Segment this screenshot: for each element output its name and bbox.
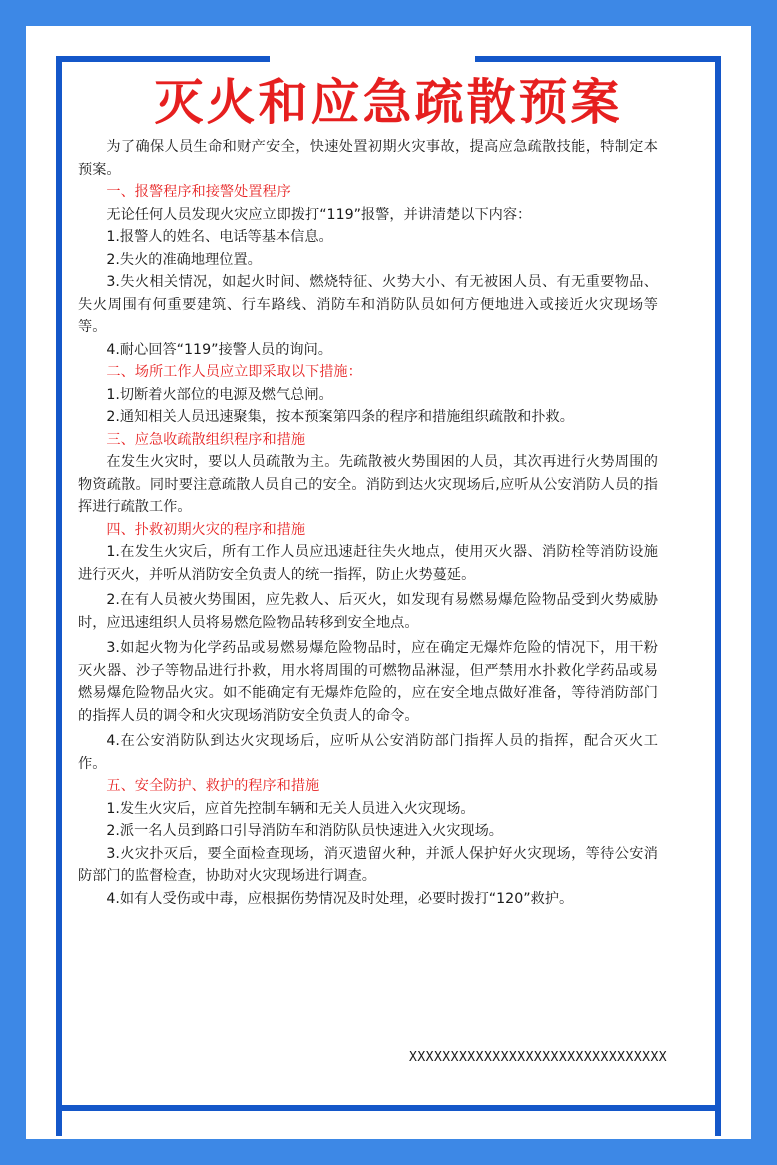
paragraph: 4.耐心回答“119”接警人员的询问。 xyxy=(106,341,332,358)
paragraph: 3.如起火物为化学药品或易燃易爆危险物品时，应在确定无爆炸危险的情况下，用干粉灭火器、沙子等物品进行扑救，用水将周围的可燃物品淋湿，但严禁用水扑救化学药品或易燃易爆危险物品火灾。如不能确定有无爆炸危险的，应在安全地点做好准备，等待消防部门的指挥人员的调令和火灾现场消防安全负责人的命令。 xyxy=(78,640,658,724)
paragraph: 1.发生火灾后，应首先控制车辆和无关人员进入火灾现场。 xyxy=(106,800,475,817)
section-heading-5: 五、安全防护、救护的程序和措施 xyxy=(106,778,320,794)
content-body xyxy=(78,136,658,910)
frame-line-top-right xyxy=(475,56,721,62)
intro-paragraph: 为了确保人员生命和财产安全，快速处置初期火灾事故，提高应急疏散技能，特制定本预案。 xyxy=(78,139,658,178)
frame-line-left xyxy=(56,56,62,1136)
paragraph: 3.失火相关情况，如起火时间、燃烧特征、火势大小、有无被困人员、有无重要物品、失火周围有何重要建筑、行车路线、消防车和消防队员如何方便地进入或接近火灾现场等等。 xyxy=(78,274,658,335)
paragraph: 2.通知相关人员迅速聚集，按本预案第四条的程序和措施组织疏散和扑救。 xyxy=(106,409,574,425)
paragraph: 3.火灾扑灭后，要全面检查现场，消灭遗留火种，并派人保护好火灾现场，等待公安消防部门的监督检查，协助对火灾现场进行调查。 xyxy=(78,845,658,884)
paragraph: 2.失火的准确地理位置。 xyxy=(106,251,262,268)
paragraph: 1.切断着火部位的电源及燃气总闸。 xyxy=(106,386,333,403)
section-heading-2: 二、场所工作人员应立即采取以下措施： xyxy=(106,364,362,380)
frame-line-bottom xyxy=(56,1105,721,1111)
section-heading-3: 三、应急收疏散组织程序和措施 xyxy=(106,431,306,448)
footer-placeholder-code: XXXXXXXXXXXXXXXXXXXXXXXXXXXXXXX xyxy=(409,1050,668,1065)
paragraph: 2.在有人员被火势围困，应先救人、后灭火，如发现有易燃易爆危险物品受到火势威胁时，应迅速组织人员将易燃危险物品转移到安全地点。 xyxy=(78,592,658,631)
paragraph: 1.在发生火灾后，所有工作人员应迅速赶往失火地点，使用灭火器、消防栓等消防设施进行灭火，并听从消防安全负责人的统一指挥，防止火势蔓延。 xyxy=(78,544,658,583)
frame-line-right xyxy=(715,56,721,1136)
frame-line-top-left xyxy=(56,56,270,62)
paragraph: 1.报警人的姓名、电话等基本信息。 xyxy=(106,229,333,245)
poster-title: 灭火和应急疏散预案 xyxy=(154,74,623,131)
paragraph: 2.派一名人员到路口引导消防车和消防队员快速进入火灾现场。 xyxy=(106,823,503,839)
section-heading-4: 四、扑救初期火灾的程序和措施 xyxy=(106,521,306,538)
section-heading-1: 一、报警程序和接警处置程序 xyxy=(106,184,291,200)
paragraph: 在发生火灾时，要以人员疏散为主。先疏散被火势围困的人员，其次再进行火势周围的物资疏散。同时要注意疏散人员自己的安全。消防到达火灾现场后,应听从公安消防人员的指挥进行疏散工作。 xyxy=(78,454,658,515)
paragraph: 无论任何人员发现火灾应立即拨打“119”报警，并讲清楚以下内容： xyxy=(106,206,532,223)
paragraph: 4.如有人受伤或中毒，应根据伤势情况及时处理，必要时拨打“120”救护。 xyxy=(106,890,574,907)
paragraph: 4.在公安消防队到达火灾现场后，应听从公安消防部门指挥人员的指挥，配合灭火工作。 xyxy=(78,733,658,772)
